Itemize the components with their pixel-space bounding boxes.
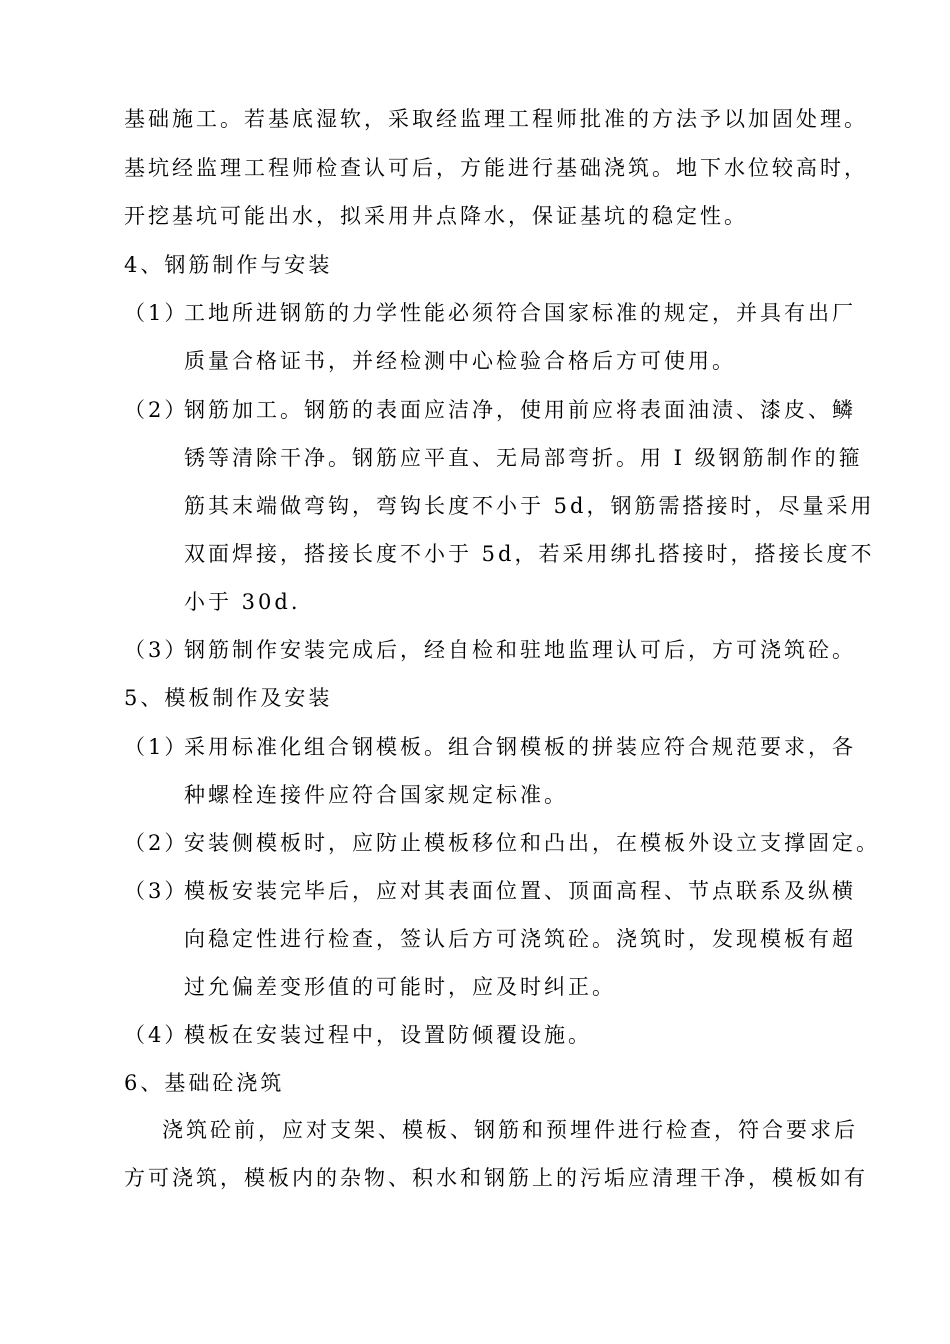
section-6-body-line-2: 方可浇筑，模板内的杂物、积水和钢筋上的污垢应清理干净，模板如有 (124, 1166, 868, 1190)
intro-line-1: 基础施工。若基底湿软，采取经监理工程师批准的方法予以加固处理。 (124, 107, 868, 131)
item-4-2-line-2: 锈等清除干净。钢筋应平直、无局部弯折。用 I 级钢筋制作的箍 (184, 446, 863, 470)
item-5-2-number: （2） (124, 831, 189, 855)
item-4-2-line-1: 钢筋加工。钢筋的表面应洁净，使用前应将表面油渍、漆皮、鳞 (184, 398, 856, 422)
section-6-heading: 6、基础砼浇筑 (124, 1071, 285, 1095)
item-5-4-number: （4） (124, 1023, 189, 1047)
item-4-2-line-5: 小于 30d. (184, 590, 301, 614)
item-4-1-line-2: 质量合格证书，并经检测中心检验合格后方可使用。 (184, 349, 736, 373)
intro-line-3: 开挖基坑可能出水，拟采用井点降水，保证基坑的稳定性。 (124, 204, 748, 228)
item-5-1-line-2: 种螺栓连接件应符合国家规定标准。 (184, 783, 568, 807)
item-5-3-line-1: 模板安装完毕后，应对其表面位置、顶面高程、节点联系及纵横 (184, 879, 856, 903)
item-5-2-line-1: 安装侧模板时，应防止模板移位和凸出，在模板外设立支撑固定。 (184, 831, 880, 855)
item-4-2-line-3: 筋其末端做弯钩，弯钩长度不小于 5d，钢筋需搭接时，尽量采用 (184, 494, 875, 518)
item-5-3-line-2: 向稳定性进行检查，签认后方可浇筑砼。浇筑时，发现模板有超 (184, 927, 856, 951)
item-4-3-line-1: 钢筋制作安装完成后，经自检和驻地监理认可后，方可浇筑砼。 (184, 638, 856, 662)
section-6-body-line-1: 浇筑砼前，应对支架、模板、钢筋和预埋件进行检查，符合要求后 (162, 1118, 858, 1142)
item-4-2-line-4: 双面焊接，搭接长度不小于 5d，若采用绑扎搭接时，搭接长度不 (184, 542, 875, 566)
item-4-3-number: （3） (124, 638, 189, 662)
item-5-1-number: （1） (124, 735, 189, 759)
item-4-1-number: （1） (124, 301, 189, 325)
item-5-3-line-3: 过允偏差变形值的可能时，应及时纠正。 (184, 975, 616, 999)
section-4-heading: 4、钢筋制作与安装 (124, 253, 333, 277)
item-5-4-line-1: 模板在安装过程中，设置防倾覆设施。 (184, 1023, 592, 1047)
item-5-1-line-1: 采用标准化组合钢模板。组合钢模板的拼装应符合规范要求，各 (184, 735, 856, 759)
item-4-2-number: （2） (124, 398, 189, 422)
item-5-3-number: （3） (124, 879, 189, 903)
section-5-heading: 5、模板制作及安装 (124, 686, 333, 710)
intro-line-2: 基坑经监理工程师检查认可后，方能进行基础浇筑。地下水位较高时， (124, 156, 868, 180)
item-4-1-line-1: 工地所进钢筋的力学性能必须符合国家标准的规定，并具有出厂 (184, 301, 856, 325)
